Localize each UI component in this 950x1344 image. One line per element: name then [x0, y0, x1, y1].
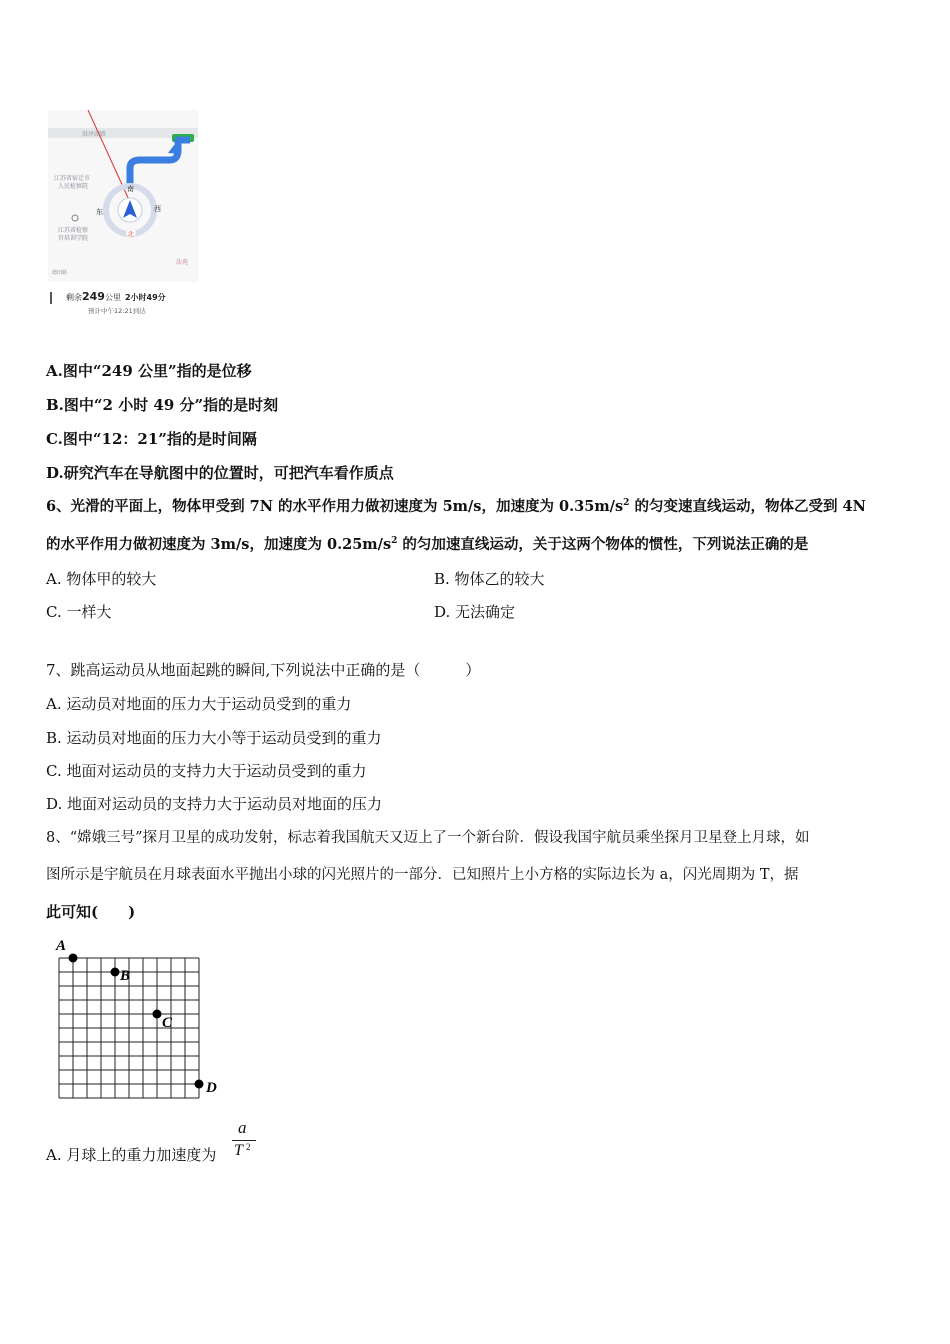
fraction-bar [232, 1140, 256, 1141]
fraction-denominator-exp: 2 [246, 1142, 251, 1152]
q8-option-a-fraction [230, 1118, 258, 1168]
flash-photo-grid-figure [52, 933, 232, 1103]
label-b: B [120, 968, 131, 984]
q6-option-b: B. 物体乙的较大 [434, 570, 545, 588]
q6-option-a: A. 物体甲的较大 [46, 570, 157, 588]
school-label-2: 官培训学院 [58, 235, 89, 242]
point-c [153, 1010, 162, 1019]
compass-east: 东 [96, 208, 103, 216]
hospital-label-2: 人民检察院 [58, 183, 89, 190]
eta-text: 预计中午12:21到达 [88, 307, 146, 315]
fraction-denominator: T [234, 1142, 243, 1159]
navigation-map-svg [48, 110, 198, 324]
road-label: 洪泽湖路 [82, 131, 107, 138]
q8-option-a: A. 月球上的重力加速度为 [46, 1146, 217, 1164]
q6-stem-line2: 的水平作用力做初速度为 3m/s，加速度为 $0.25m/s^2$ 的匀加速直线运动，关于这两个物体的惯性，下列说法正确的是 [46, 536, 809, 553]
q7-stem: 7、跳高运动员从地面起跳的瞬间,下列说法中正确的是（ ） [46, 661, 481, 679]
q5-option-a: A.图中“249 公里”指的是位移 [46, 362, 252, 380]
fraction-numerator: a [238, 1118, 247, 1137]
q5-option-c: C.图中“12：21”指的是时间隔 [46, 430, 257, 448]
compass-west: 西 [154, 205, 161, 213]
remaining-km: 249 [82, 290, 105, 303]
q8-stem-line2: 图所示是宇航员在月球表面水平抛出小球的闪光照片的一部分．已知照片上小方格的实际边长为 a，闪光周期为 T，据 [46, 867, 799, 883]
q6-option-c: C. 一样大 [46, 603, 112, 621]
label-d: D [206, 1080, 217, 1096]
small-road-label: 德田路 [52, 270, 68, 276]
hospital-label-1: 江苏省宿迁市 [54, 175, 91, 182]
q6-option-d: D. 无法确定 [434, 603, 516, 621]
q6-stem-line1: 6、光滑的平面上，物体甲受到 7N 的水平作用力做初速度为 5m/s，加速度为 $0.35m/s^2$ 的匀变速直线运动，物体乙受到 4N [46, 498, 866, 515]
compass-north: 北 [127, 230, 134, 238]
label-c: C [162, 1015, 173, 1031]
q7-option-a: A. 运动员对地面的压力大于运动员受到的重力 [46, 695, 352, 713]
point-d [195, 1080, 204, 1089]
label-a: A [56, 938, 67, 954]
remaining-time: 2小时49分 [124, 293, 166, 302]
navigation-map-image [48, 110, 198, 324]
q8-stem-line3: 此可知( ) [46, 903, 136, 921]
q5-option-d: D.研究汽车在导航图中的位置时，可把汽车看作质点 [46, 464, 394, 482]
q7-option-d: D. 地面对运动员的支持力大于运动员对地面的压力 [46, 795, 383, 813]
q7-option-b: B. 运动员对地面的压力大小等于运动员受到的重力 [46, 729, 382, 747]
remaining-prefix: 剩余 [66, 293, 82, 302]
q5-option-b: B.图中“2 小时 49 分”指的是时刻 [46, 396, 279, 414]
compass-south: 南 [127, 185, 134, 193]
grid-svg [52, 933, 232, 1103]
corner-label: 法苑 [176, 259, 189, 266]
point-a [69, 954, 78, 963]
remaining-unit: 公里 [104, 293, 121, 302]
q7-option-c: C. 地面对运动员的支持力大于运动员受到的重力 [46, 762, 367, 780]
school-label-1: 江苏省检察 [58, 227, 89, 234]
q8-stem-line1: 8、“嫦娥三号”探月卫星的成功发射，标志着我国航天又迈上了一个新台阶．假设我国宇航员乘坐探月卫星登上月球，如 [46, 830, 810, 846]
point-b [111, 968, 120, 977]
